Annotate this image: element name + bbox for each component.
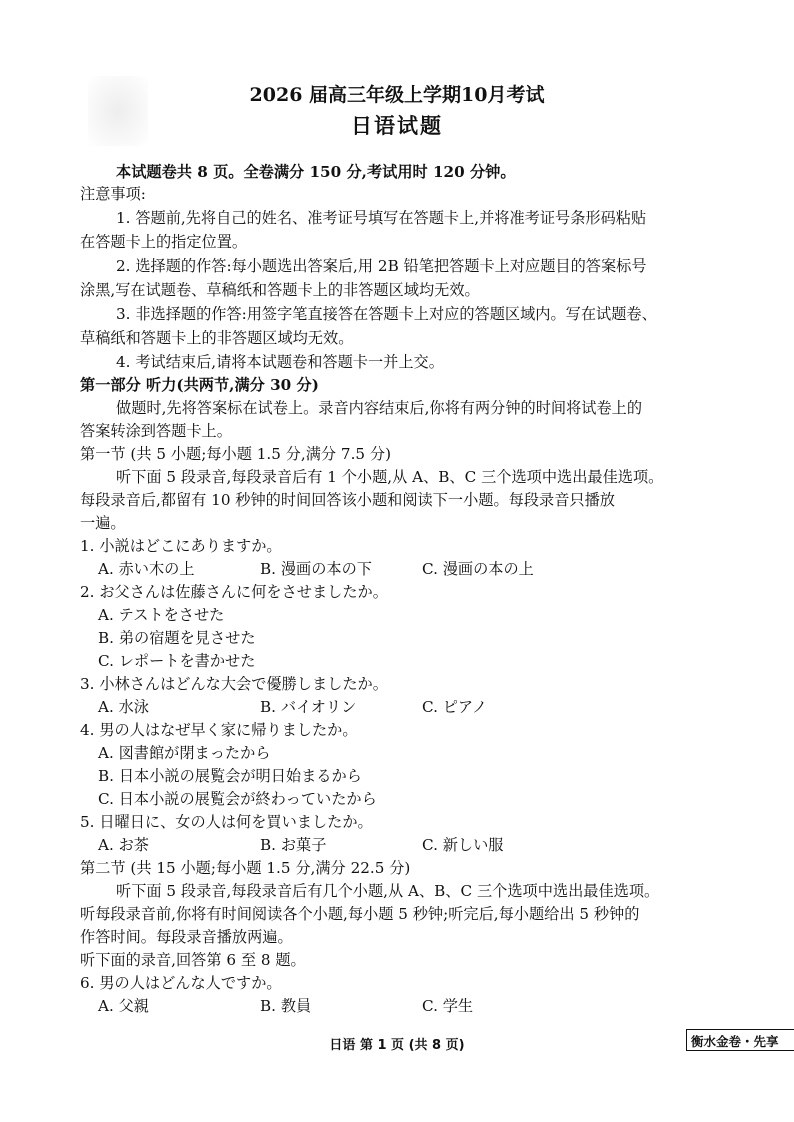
question-stem: 1. 小説はどこにありますか。 <box>80 537 282 555</box>
page-number: 日语 第 1 页 (共 8 页) <box>329 1038 465 1053</box>
section2-instruction: 作答时间。每段录音播放两遍。 <box>80 928 293 946</box>
exam-subtitle: 日语试题 <box>351 113 443 138</box>
exam-title: 2026 届高三年级上学期10月考试 <box>249 84 545 106</box>
section2-instruction: 听每段录音前,你将有时间阅读各个小题,每小题 5 秒钟;听完后,每小题给出 5 秒钟的 <box>80 905 640 923</box>
notice-heading: 注意事项: <box>80 185 146 203</box>
question-option: B. 日本小説の展覧会が明日始まるから <box>98 767 362 785</box>
question-stem: 5. 日曜日に、女の人は何を買いましたか。 <box>80 813 373 831</box>
question-option: B. お菓子 <box>260 836 327 854</box>
exam-intro: 本试题卷共 8 页。全卷满分 150 分,考试用时 120 分钟。 <box>116 163 516 181</box>
notice-line: 在答题卡上的指定位置。 <box>80 233 248 251</box>
question-option: A. 父親 <box>98 997 149 1015</box>
notice-line: 1. 答题前,先将自己的姓名、准考证号填写在答题卡上,并将准考证号条形码粘贴 <box>116 209 647 227</box>
question-option: C. ピアノ <box>422 698 488 716</box>
question-option: A. 水泳 <box>98 698 149 716</box>
question-option: A. 図書館が閉まったから <box>98 744 271 762</box>
question-option: C. 学生 <box>422 997 474 1015</box>
part1-heading: 第一部分 听力(共两节,满分 30 分) <box>80 376 319 394</box>
notice-line: 3. 非选择题的作答:用签字笔直接答在答题卡上对应的答题区域内。写在试题卷、 <box>116 305 657 323</box>
section1-instruction: 每段录音后,都留有 10 秒钟的时间回答该小题和阅读下一小题。每段录音只播放 <box>80 491 615 509</box>
question-option: B. 漫画の本の下 <box>260 560 372 578</box>
section2-lead: 听下面的录音,回答第 6 至 8 题。 <box>80 951 306 969</box>
question-stem: 3. 小林さんはどんな大会で優勝しましたか。 <box>80 675 388 693</box>
question-option: B. 弟の宿題を見させた <box>98 629 256 647</box>
question-option: C. 日本小説の展覧会が終わっていたから <box>98 790 377 808</box>
question-option: C. 新しい服 <box>422 836 504 854</box>
question-option: B. バイオリン <box>260 698 357 716</box>
question-option: C. 漫画の本の上 <box>422 560 534 578</box>
question-option: A. お茶 <box>98 836 149 854</box>
question-option: A. テストをさせた <box>98 606 225 624</box>
section1-instruction: 听下面 5 段录音,每段录音后有 1 个小题,从 A、B、C 三个选项中选出最佳选项。 <box>116 468 664 486</box>
notice-line: 草稿纸和答题卡上的非答题区域均无效。 <box>80 329 354 347</box>
part1-intro-line: 做题时,先将答案标在试卷上。录音内容结束后,你将有两分钟的时间将试卷上的 <box>116 399 643 417</box>
section1-instruction: 一遍。 <box>80 514 126 532</box>
part1-intro-line: 答案转涂到答题卡上。 <box>80 422 232 440</box>
notice-line: 涂黑,写在试题卷、草稿纸和答题卡上的非答题区域均无效。 <box>80 281 480 299</box>
notice-line: 4. 考试结束后,请将本试题卷和答题卡一并上交。 <box>116 353 444 371</box>
question-option: C. レポートを書かせた <box>98 652 256 670</box>
brand-label: 衡水金卷・先享 <box>686 1029 794 1051</box>
section2-heading: 第二节 (共 15 小题;每小题 1.5 分,满分 22.5 分) <box>80 859 411 877</box>
question-option: A. 赤い木の上 <box>98 560 195 578</box>
notice-line: 2. 选择题的作答:每小题选出答案后,用 2B 铅笔把答题卡上对应题目的答案标号 <box>116 257 647 275</box>
question-option: B. 教員 <box>260 997 312 1015</box>
question-stem: 2. お父さんは佐藤さんに何をさせましたか。 <box>80 583 388 601</box>
question-stem: 6. 男の人はどんな人ですか。 <box>80 974 282 992</box>
section2-instruction: 听下面 5 段录音,每段录音后有几个小题,从 A、B、C 三个选项中选出最佳选项。 <box>116 882 660 900</box>
section1-heading: 第一节 (共 5 小题;每小题 1.5 分,满分 7.5 分) <box>80 445 391 463</box>
question-stem: 4. 男の人はなぜ早く家に帰りましたか。 <box>80 721 358 739</box>
